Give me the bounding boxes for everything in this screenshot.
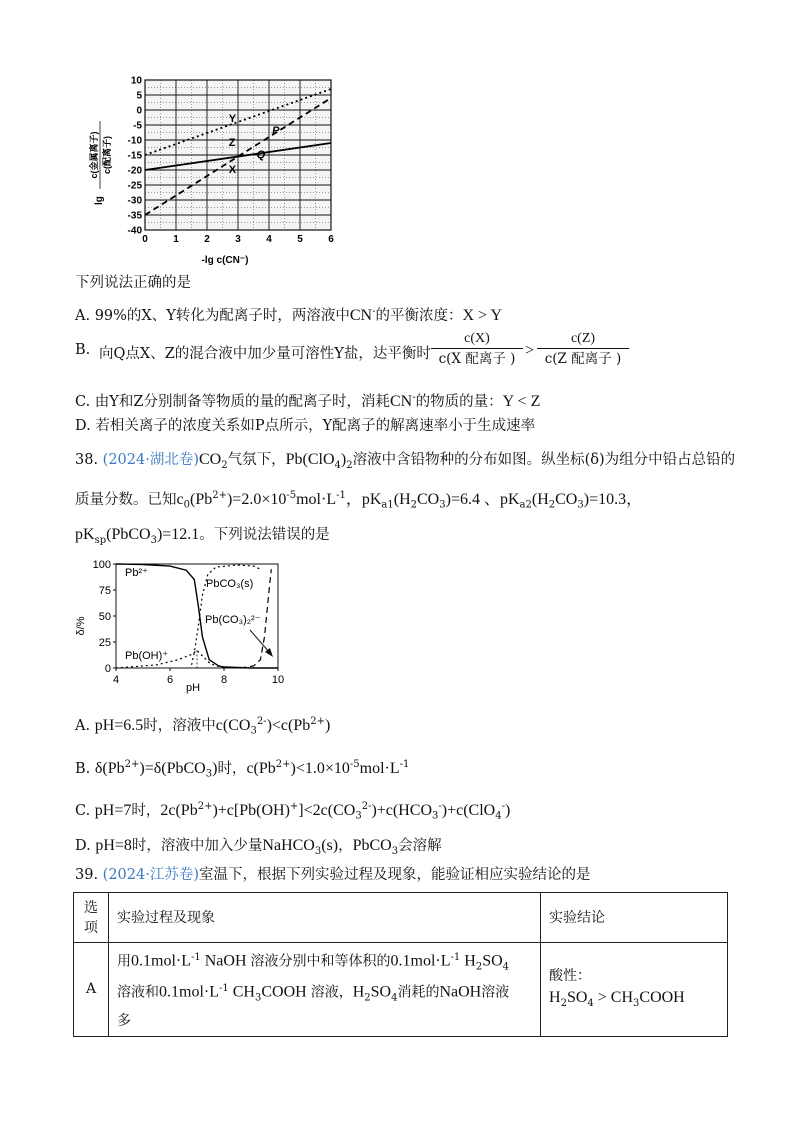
- question-38-line2: 质量分数。已知$c_0(Pb^{2+})=2.0\times 10^{-5}mol\cdot L^{-1}$，$pK_{a1}(H_2CO_3)=6.4$ 、$pK_{a2}(H_2CO_3)=10.3$，: [75, 490, 643, 511]
- table-row: [74, 943, 728, 1037]
- chart1-xlabel: -lg c(CN⁻): [201, 255, 249, 266]
- option-38-c[interactable]: C. pH=7时，$2c(Pb^{2+})+c[Pb(OH)^+]<2c(CO_3^{2-})+c(HCO_3^-)+c(ClO_4^-)$: [75, 801, 511, 822]
- question-38-line3: $pK_{sp}(PbCO_3)=12.1$。下列说法错误的是: [75, 526, 330, 546]
- row-a-process: 用$0.1mol\cdot L^{-1}$ NaOH 溶液分别中和等体积的$0.1mol\cdot L^{-1}$ $H_2SO_4$ 溶液和$0.1mol\cdot L^{-1}$ $CH_3COOH$ 溶液，$H_2SO_4$消耗的NaOH溶液 多: [109, 943, 541, 1037]
- header-process: 实验过程及现象: [109, 893, 541, 943]
- chart1-ytick: -5: [133, 120, 142, 132]
- complex-ion-chart: [75, 72, 350, 272]
- chart2-ytick: 100: [92, 559, 111, 571]
- chart1-ytick: -20: [127, 165, 142, 177]
- chart1-xtick: 4: [266, 234, 272, 245]
- chart1-label-z: Z: [228, 137, 236, 149]
- chart1-ytick: -25: [127, 180, 142, 192]
- chart1-ytick: -15: [127, 150, 142, 162]
- chart2-xtick: 4: [112, 674, 120, 686]
- chart2-ytick: 25: [98, 637, 111, 649]
- chart2-label-pboh: Pb(OH)⁺: [125, 650, 169, 662]
- chart1-ytick: 5: [136, 90, 142, 102]
- option-37-d[interactable]: D. 若相关离子的浓度关系如P点所示，Y配离子的解离速率小于生成速率: [75, 418, 536, 434]
- chart2-xtick: 6: [166, 674, 174, 686]
- experiment-table: [73, 892, 728, 1037]
- chart2-arrow: [250, 630, 270, 653]
- option-38-d[interactable]: D. pH=8时，溶液中加入少量NaHCO$_3$(s)，PbCO$_3$会溶解: [75, 837, 442, 857]
- lead-species-chart: [75, 556, 290, 696]
- chart2-ylabel: δ/%: [75, 616, 87, 636]
- question-prompt-37: 下列说法正确的是: [75, 275, 191, 291]
- chart2-xtick: 8: [220, 674, 228, 686]
- chart1-xtick: 3: [235, 234, 241, 245]
- chart1-label-y: Y: [228, 113, 237, 125]
- row-option-a[interactable]: A: [74, 943, 109, 1037]
- option-37-c[interactable]: C. 由Y和Z分别制备等物质的量的配离子时，消耗CN-的物质的量：Y < Z: [75, 392, 541, 410]
- chart1-ytick: -35: [127, 210, 142, 222]
- chart2-ytick: 50: [98, 611, 111, 623]
- chart1-label-p: P: [272, 125, 280, 137]
- option-37-a[interactable]: A. 99%的X、Y转化为配离子时，两溶液中CN-的平衡浓度：X > Y: [75, 306, 502, 324]
- question-39: 39. (2024·江苏卷)室温下，根据下列实验过程及现象，能验证相应实验结论的是: [75, 867, 591, 883]
- chart1-xtick: 5: [297, 234, 303, 245]
- header-option: 选 项: [74, 893, 109, 943]
- chart1-xtick: 0: [142, 234, 148, 245]
- chart2-ytick: 0: [104, 663, 111, 675]
- option-38-a[interactable]: A. pH=6.5时，溶液中$c(CO_3^{2-})<c(Pb^{2+})$: [75, 716, 331, 737]
- chart1-ytick: -30: [127, 195, 142, 207]
- chart1-ylabel-lg: lg: [94, 196, 105, 205]
- chart1-label-x: X: [228, 164, 237, 176]
- chart1-ytick: 10: [130, 75, 142, 87]
- question-38-line1: 38. (2024·湖北卷)$CO_2$气氛下，$Pb(ClO_4)_2$溶液中含铅物种的分布如图。纵坐标(δ)为组分中铅占总铅的: [75, 451, 736, 471]
- chart1-ylabel-num: c(金属离子): [89, 131, 99, 179]
- chart1-xtick: 6: [328, 234, 334, 245]
- chart1-xtick: 1: [173, 234, 179, 245]
- table-header-row: [74, 893, 728, 943]
- source-tag-39[interactable]: (2024·江苏卷): [102, 867, 199, 883]
- chart1-ytick: 0: [136, 105, 142, 117]
- option-38-b[interactable]: B. $\delta(Pb^{2+})=\delta(PbCO_3)$时，$c(Pb^{2+})<1.0\times 10^{-5}mol\cdot L^{-1}$: [75, 759, 410, 780]
- chart1-ytick: -40: [127, 225, 142, 237]
- fraction-z: c(Z) c(Z 配离子 ): [537, 330, 629, 369]
- source-tag-38[interactable]: (2024·湖北卷): [102, 452, 199, 468]
- chart2-xlabel: pH: [185, 682, 201, 694]
- chart2-label-pbco32: Pb(CO₃)₂²⁻: [205, 614, 261, 626]
- chart2-xtick: 10: [271, 674, 285, 686]
- chart1-ytick: -10: [127, 135, 142, 147]
- row-a-conclusion: 酸性： $H_2SO_4$ > $CH_3COOH$: [541, 943, 728, 1037]
- header-conclusion: 实验结论: [541, 893, 728, 943]
- chart1-ylabel-den: c(配离子): [102, 136, 112, 174]
- chart2-label-pb2: Pb²⁺: [125, 567, 148, 579]
- chart2-label-pbco3: PbCO₃(s): [206, 578, 254, 590]
- chart2-ytick: 75: [98, 585, 111, 597]
- chart1-grid: [145, 80, 331, 230]
- chart1-xtick: 2: [204, 234, 210, 245]
- chart1-label-q: Q: [256, 149, 266, 161]
- chart1-ylabel: [88, 121, 112, 205]
- fraction-x: c(X) c(X 配离子 ): [431, 330, 523, 369]
